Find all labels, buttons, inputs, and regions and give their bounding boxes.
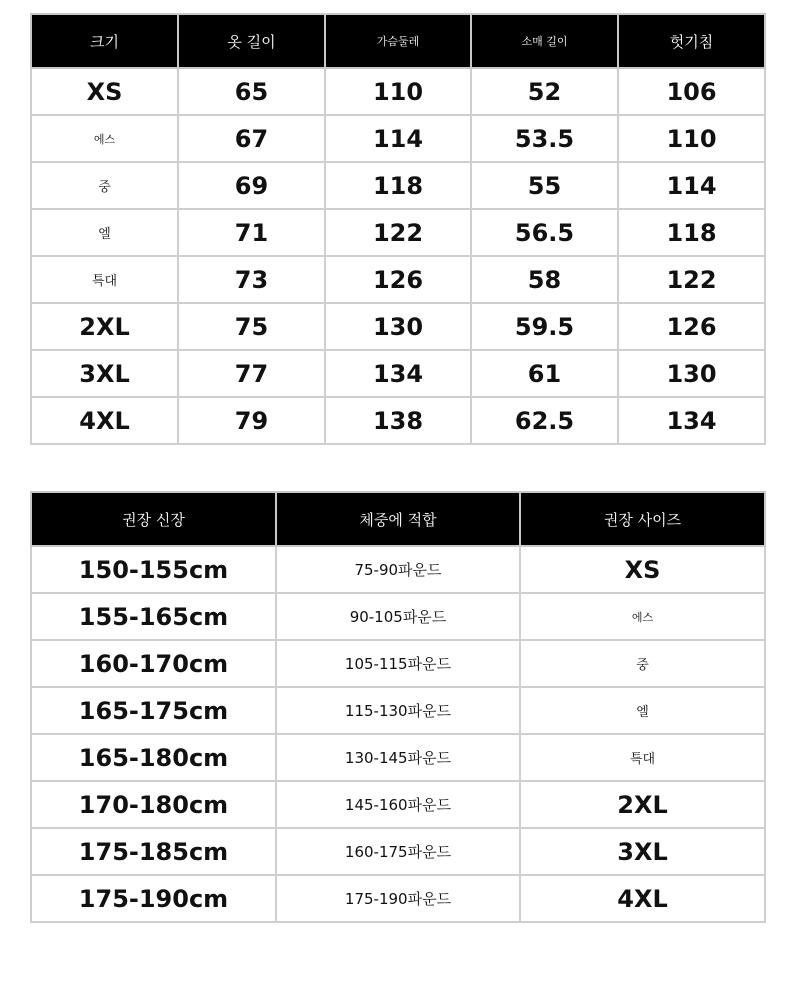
length-cell: 67 [178,115,325,162]
header-size: 크기 [31,14,178,68]
sleeve-cell: 56.5 [471,209,618,256]
table-row [31,256,765,303]
hem-cell: 122 [618,256,765,303]
size-cell: 특대 [520,734,765,781]
size-cell: 3XL [520,828,765,875]
fit-guide-header-row [31,492,765,546]
chest-cell: 134 [325,350,471,397]
height-cell: 175-185cm [31,828,276,875]
table-row [31,875,765,922]
table-row [31,350,765,397]
weight-cell: 145-160파운드 [276,781,520,828]
weight-cell: 130-145파운드 [276,734,520,781]
fit-guide-table [30,491,766,923]
header-suitable-weight: 체중에 적합 [276,492,520,546]
chest-cell: 114 [325,115,471,162]
weight-cell: 160-175파운드 [276,828,520,875]
chest-cell: 126 [325,256,471,303]
table-row [31,162,765,209]
length-cell: 65 [178,68,325,115]
size-cell: 엘 [520,687,765,734]
table-row [31,115,765,162]
hem-cell: 126 [618,303,765,350]
header-length: 옷 길이 [178,14,325,68]
length-cell: 75 [178,303,325,350]
length-cell: 73 [178,256,325,303]
weight-cell: 115-130파운드 [276,687,520,734]
height-cell: 160-170cm [31,640,276,687]
size-label: 엘 [31,209,178,256]
size-chart-header-row [31,14,765,68]
sleeve-cell: 59.5 [471,303,618,350]
height-cell: 175-190cm [31,875,276,922]
sleeve-cell: 53.5 [471,115,618,162]
table-row [31,303,765,350]
chest-cell: 130 [325,303,471,350]
height-cell: 155-165cm [31,593,276,640]
size-cell: 중 [520,640,765,687]
size-label: XS [31,68,178,115]
size-cell: 에스 [520,593,765,640]
sleeve-cell: 55 [471,162,618,209]
sleeve-cell: 58 [471,256,618,303]
table-row [31,640,765,687]
table-row [31,734,765,781]
chest-cell: 118 [325,162,471,209]
weight-cell: 105-115파운드 [276,640,520,687]
sleeve-cell: 61 [471,350,618,397]
size-label: 2XL [31,303,178,350]
weight-cell: 90-105파운드 [276,593,520,640]
size-label: 에스 [31,115,178,162]
height-cell: 170-180cm [31,781,276,828]
size-label: 3XL [31,350,178,397]
sleeve-cell: 62.5 [471,397,618,444]
header-recommended-size: 권장 사이즈 [520,492,765,546]
chest-cell: 138 [325,397,471,444]
header-hem: 헛기침 [618,14,765,68]
hem-cell: 110 [618,115,765,162]
size-cell: 4XL [520,875,765,922]
table-row [31,687,765,734]
header-recommended-height: 권장 신장 [31,492,276,546]
size-label: 4XL [31,397,178,444]
hem-cell: 118 [618,209,765,256]
hem-cell: 134 [618,397,765,444]
length-cell: 71 [178,209,325,256]
table-row [31,397,765,444]
size-label: 중 [31,162,178,209]
chest-cell: 110 [325,68,471,115]
size-label: 특대 [31,256,178,303]
table-row [31,209,765,256]
height-cell: 165-180cm [31,734,276,781]
hem-cell: 114 [618,162,765,209]
weight-cell: 75-90파운드 [276,546,520,593]
size-cell: XS [520,546,765,593]
height-cell: 165-175cm [31,687,276,734]
table-row [31,781,765,828]
table-row [31,593,765,640]
length-cell: 69 [178,162,325,209]
table-row [31,546,765,593]
hem-cell: 130 [618,350,765,397]
length-cell: 77 [178,350,325,397]
table-row [31,68,765,115]
weight-cell: 175-190파운드 [276,875,520,922]
hem-cell: 106 [618,68,765,115]
chest-cell: 122 [325,209,471,256]
height-cell: 150-155cm [31,546,276,593]
size-chart-table [30,13,766,445]
table-row [31,828,765,875]
header-chest: 가슴둘레 [325,14,471,68]
size-cell: 2XL [520,781,765,828]
header-sleeve: 소매 길이 [471,14,618,68]
sleeve-cell: 52 [471,68,618,115]
length-cell: 79 [178,397,325,444]
